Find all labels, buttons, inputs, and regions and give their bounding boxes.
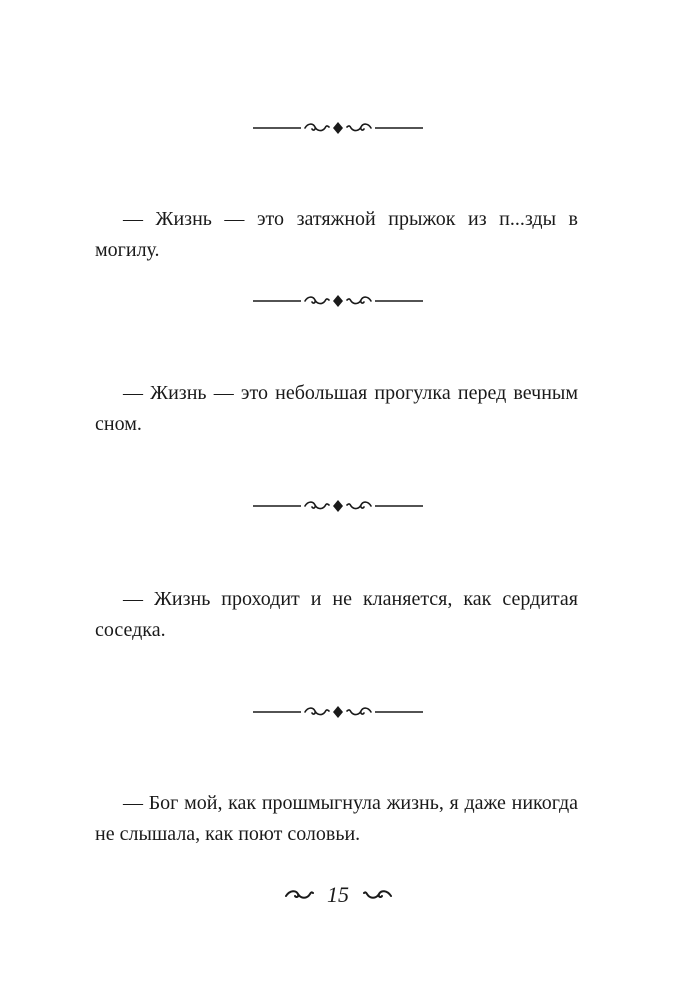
ornament-divider-icon <box>253 291 423 311</box>
ornament-divider-icon <box>253 702 423 722</box>
section-divider <box>0 291 676 311</box>
quote-text: — Бог мой, как прошмыгнула жизнь, я даже никогда не слышала, как поют соловьи. <box>95 792 578 845</box>
ornament-divider-icon <box>253 496 423 516</box>
quote-text: — Жизнь — это затяжной прыжок из п...зды в могилу. <box>95 208 578 261</box>
ornament-divider-icon <box>253 118 423 138</box>
page-footer <box>0 878 676 908</box>
section-divider <box>0 496 676 516</box>
fleuron-right-icon <box>363 880 393 910</box>
section-divider <box>0 118 676 138</box>
page-number: 15 <box>327 881 349 907</box>
section-divider <box>0 702 676 722</box>
fleuron-left-icon <box>284 880 314 910</box>
quote-text: — Жизнь — это небольшая прогулка перед вечным сном. <box>95 382 578 435</box>
quote-text: — Жизнь проходит и не кланяется, как сердитая соседка. <box>95 588 578 641</box>
